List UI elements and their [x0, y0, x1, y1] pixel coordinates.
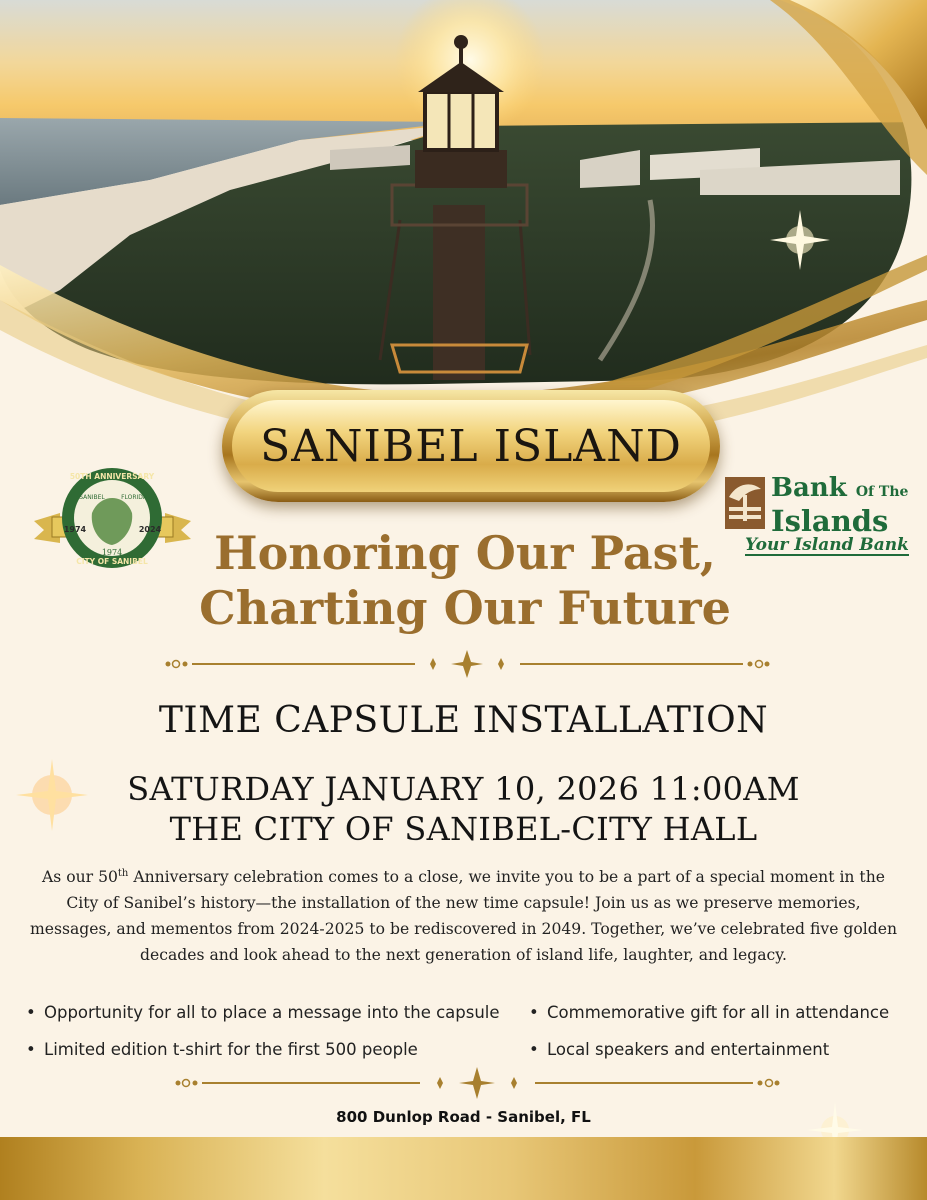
bullet-text: Limited edition t-shirt for the first 500 people [44, 1040, 418, 1059]
bullet-icon: • [26, 1003, 36, 1022]
bullet-icon: • [529, 1003, 539, 1022]
bank-name-line2: Islands [771, 504, 889, 538]
event-title: TIME CAPSULE INSTALLATION [158, 700, 769, 741]
event-address: 800 Dunlop Road - Sanibel, FL [336, 1108, 591, 1126]
seal-inner-right: FLORIDA [121, 494, 147, 501]
description-superscript: th [117, 868, 129, 879]
bank-mark-icon [725, 477, 765, 529]
headline-line2: Charting Our Future [199, 581, 731, 635]
headline [150, 526, 780, 636]
event-date-time: SATURDAY JANUARY 10, 2026 11:00AM [127, 770, 800, 808]
bullet-icon: • [26, 1040, 36, 1059]
location-badge [222, 390, 720, 502]
seal-inner-left: SANIBEL [79, 494, 105, 501]
footer-gold-band [0, 1137, 927, 1200]
location-badge-title: SANIBEL ISLAND [260, 420, 682, 472]
seal-bottom-text: CITY OF SANIBEL [76, 557, 148, 566]
event-description [28, 861, 899, 968]
bullet-icon: • [529, 1040, 539, 1059]
bullet-text: Local speakers and entertainment [547, 1040, 830, 1059]
list-item [529, 1003, 889, 1040]
sparkle-icon [768, 208, 832, 272]
list-item [26, 1003, 500, 1040]
seal-top-text: 50TH ANNIVERSARY [69, 472, 155, 481]
event-venue: THE CITY OF SANIBEL-CITY HALL [169, 810, 758, 848]
bank-tagline: Your Island Bank [745, 535, 909, 555]
bank-name-line1: Bank [771, 473, 847, 503]
ornament-divider [170, 1063, 785, 1103]
seal-ribbon-left: 1974 [63, 525, 87, 534]
description-part1: As our 50 [42, 868, 118, 887]
bank-name-small: Of The [855, 484, 909, 500]
headline-line1: Honoring Our Past, [214, 526, 716, 580]
seal-year-inner: 1974 [101, 548, 123, 557]
ornament-divider [160, 644, 775, 684]
bullet-text: Commemorative gift for all in attendance [547, 1003, 890, 1022]
seal-ribbon-right: 2024 [138, 525, 162, 534]
bullet-text: Opportunity for all to place a message into the capsule [44, 1003, 500, 1022]
description-part2: Anniversary celebration comes to a close, we invite you to be a part of a special moment in the City of Sanibel’s history—the installation of the new time capsule! Join us as we preserve memories, messages, and mementos from 2024-2025 to be rediscovered in 2049. Together, we’ve celebrated five golden decades and look ahead to the next generation of island life, laughter, and legacy. [29, 868, 898, 965]
bank-name [771, 474, 908, 536]
